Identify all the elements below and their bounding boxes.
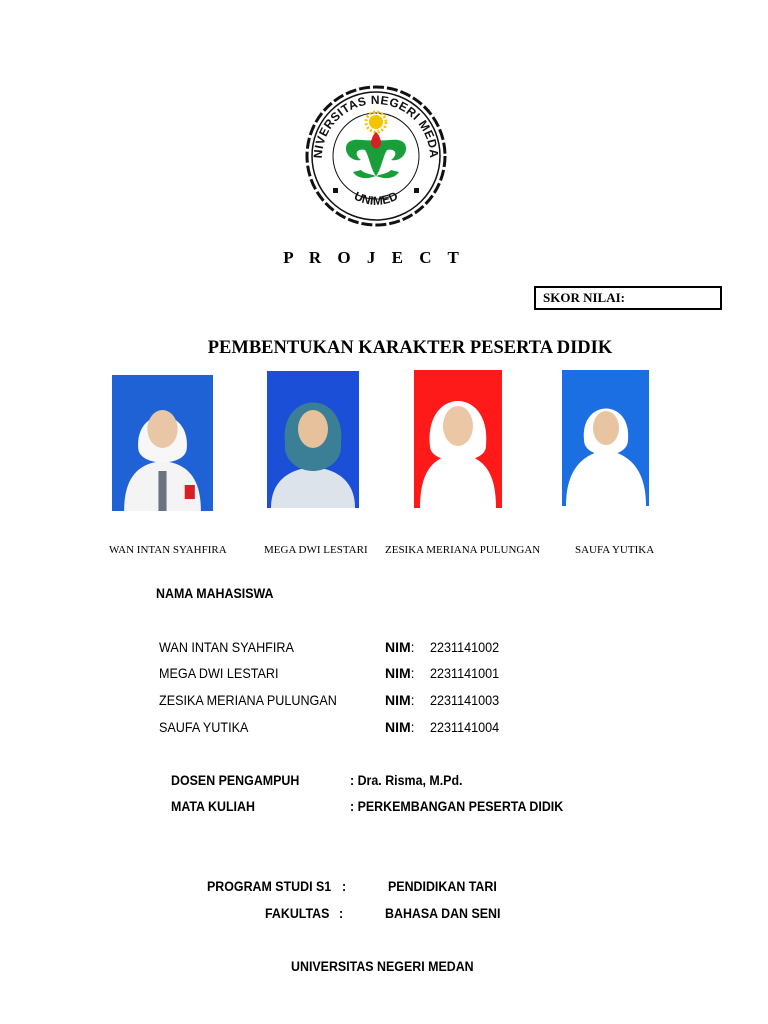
program-colon: : — [342, 879, 347, 894]
program-value: PENDIDIKAN TARI — [388, 879, 497, 894]
lecturer-label: DOSEN PENGAMPUH — [171, 773, 300, 788]
student-name: SAUFA YUTIKA — [159, 719, 249, 735]
program-label: PROGRAM STUDI S1 — [207, 879, 332, 894]
lecturer-value: : Dra. Risma, M.Pd. — [350, 773, 463, 788]
subject-label: MATA KULIAH — [171, 799, 255, 814]
score-label: SKOR NILAI: — [543, 290, 625, 305]
student-photo-2 — [267, 371, 359, 508]
student-name: MEGA DWI LESTARI — [159, 665, 279, 681]
score-box — [534, 286, 722, 310]
svg-text:UNIMED: UNIMED — [352, 188, 400, 208]
subject-value: : PERKEMBANGAN PESERTA DIDIK — [350, 799, 564, 814]
nim-label: NIM: — [385, 692, 415, 708]
photo-caption-4: SAUFA YUTIKA — [575, 544, 655, 556]
unimed-seal-icon — [305, 80, 447, 228]
student-photo-3 — [414, 370, 502, 508]
student-nim: 2231141002 — [430, 639, 500, 655]
student-nim: 2231141001 — [430, 665, 500, 681]
nim-label: NIM: — [385, 719, 415, 735]
student-name: WAN INTAN SYAHFIRA — [159, 639, 294, 655]
university-logo — [305, 80, 447, 228]
photo-caption-3: ZESIKA MERIANA PULUNGAN — [385, 544, 541, 556]
photo-caption-2: MEGA DWI LESTARI — [264, 544, 368, 556]
nim-label: NIM: — [385, 639, 415, 655]
student-nim: 2231141003 — [430, 692, 500, 708]
document-type: P R O J E C T — [283, 248, 465, 267]
footer-university: UNIVERSITAS NEGERI MEDAN — [291, 959, 474, 974]
faculty-colon: : — [339, 906, 344, 921]
students-heading: NAMA MAHASISWA — [156, 586, 274, 601]
student-photo-4 — [562, 370, 649, 506]
faculty-value: BAHASA DAN SENI — [385, 906, 501, 921]
student-nim: 2231141004 — [430, 719, 500, 735]
photo-caption-1: WAN INTAN SYAHFIRA — [109, 544, 227, 556]
nim-label: NIM: — [385, 665, 415, 681]
student-name: ZESIKA MERIANA PULUNGAN — [159, 692, 337, 708]
student-photo-1 — [112, 375, 213, 511]
document-title: PEMBENTUKAN KARAKTER PESERTA DIDIK — [207, 338, 613, 358]
faculty-label: FAKULTAS — [265, 906, 330, 921]
svg-text:UNIVERSITAS NEGERI MEDAN: NIVERSITAS NEGERI MEDA — [310, 92, 442, 159]
